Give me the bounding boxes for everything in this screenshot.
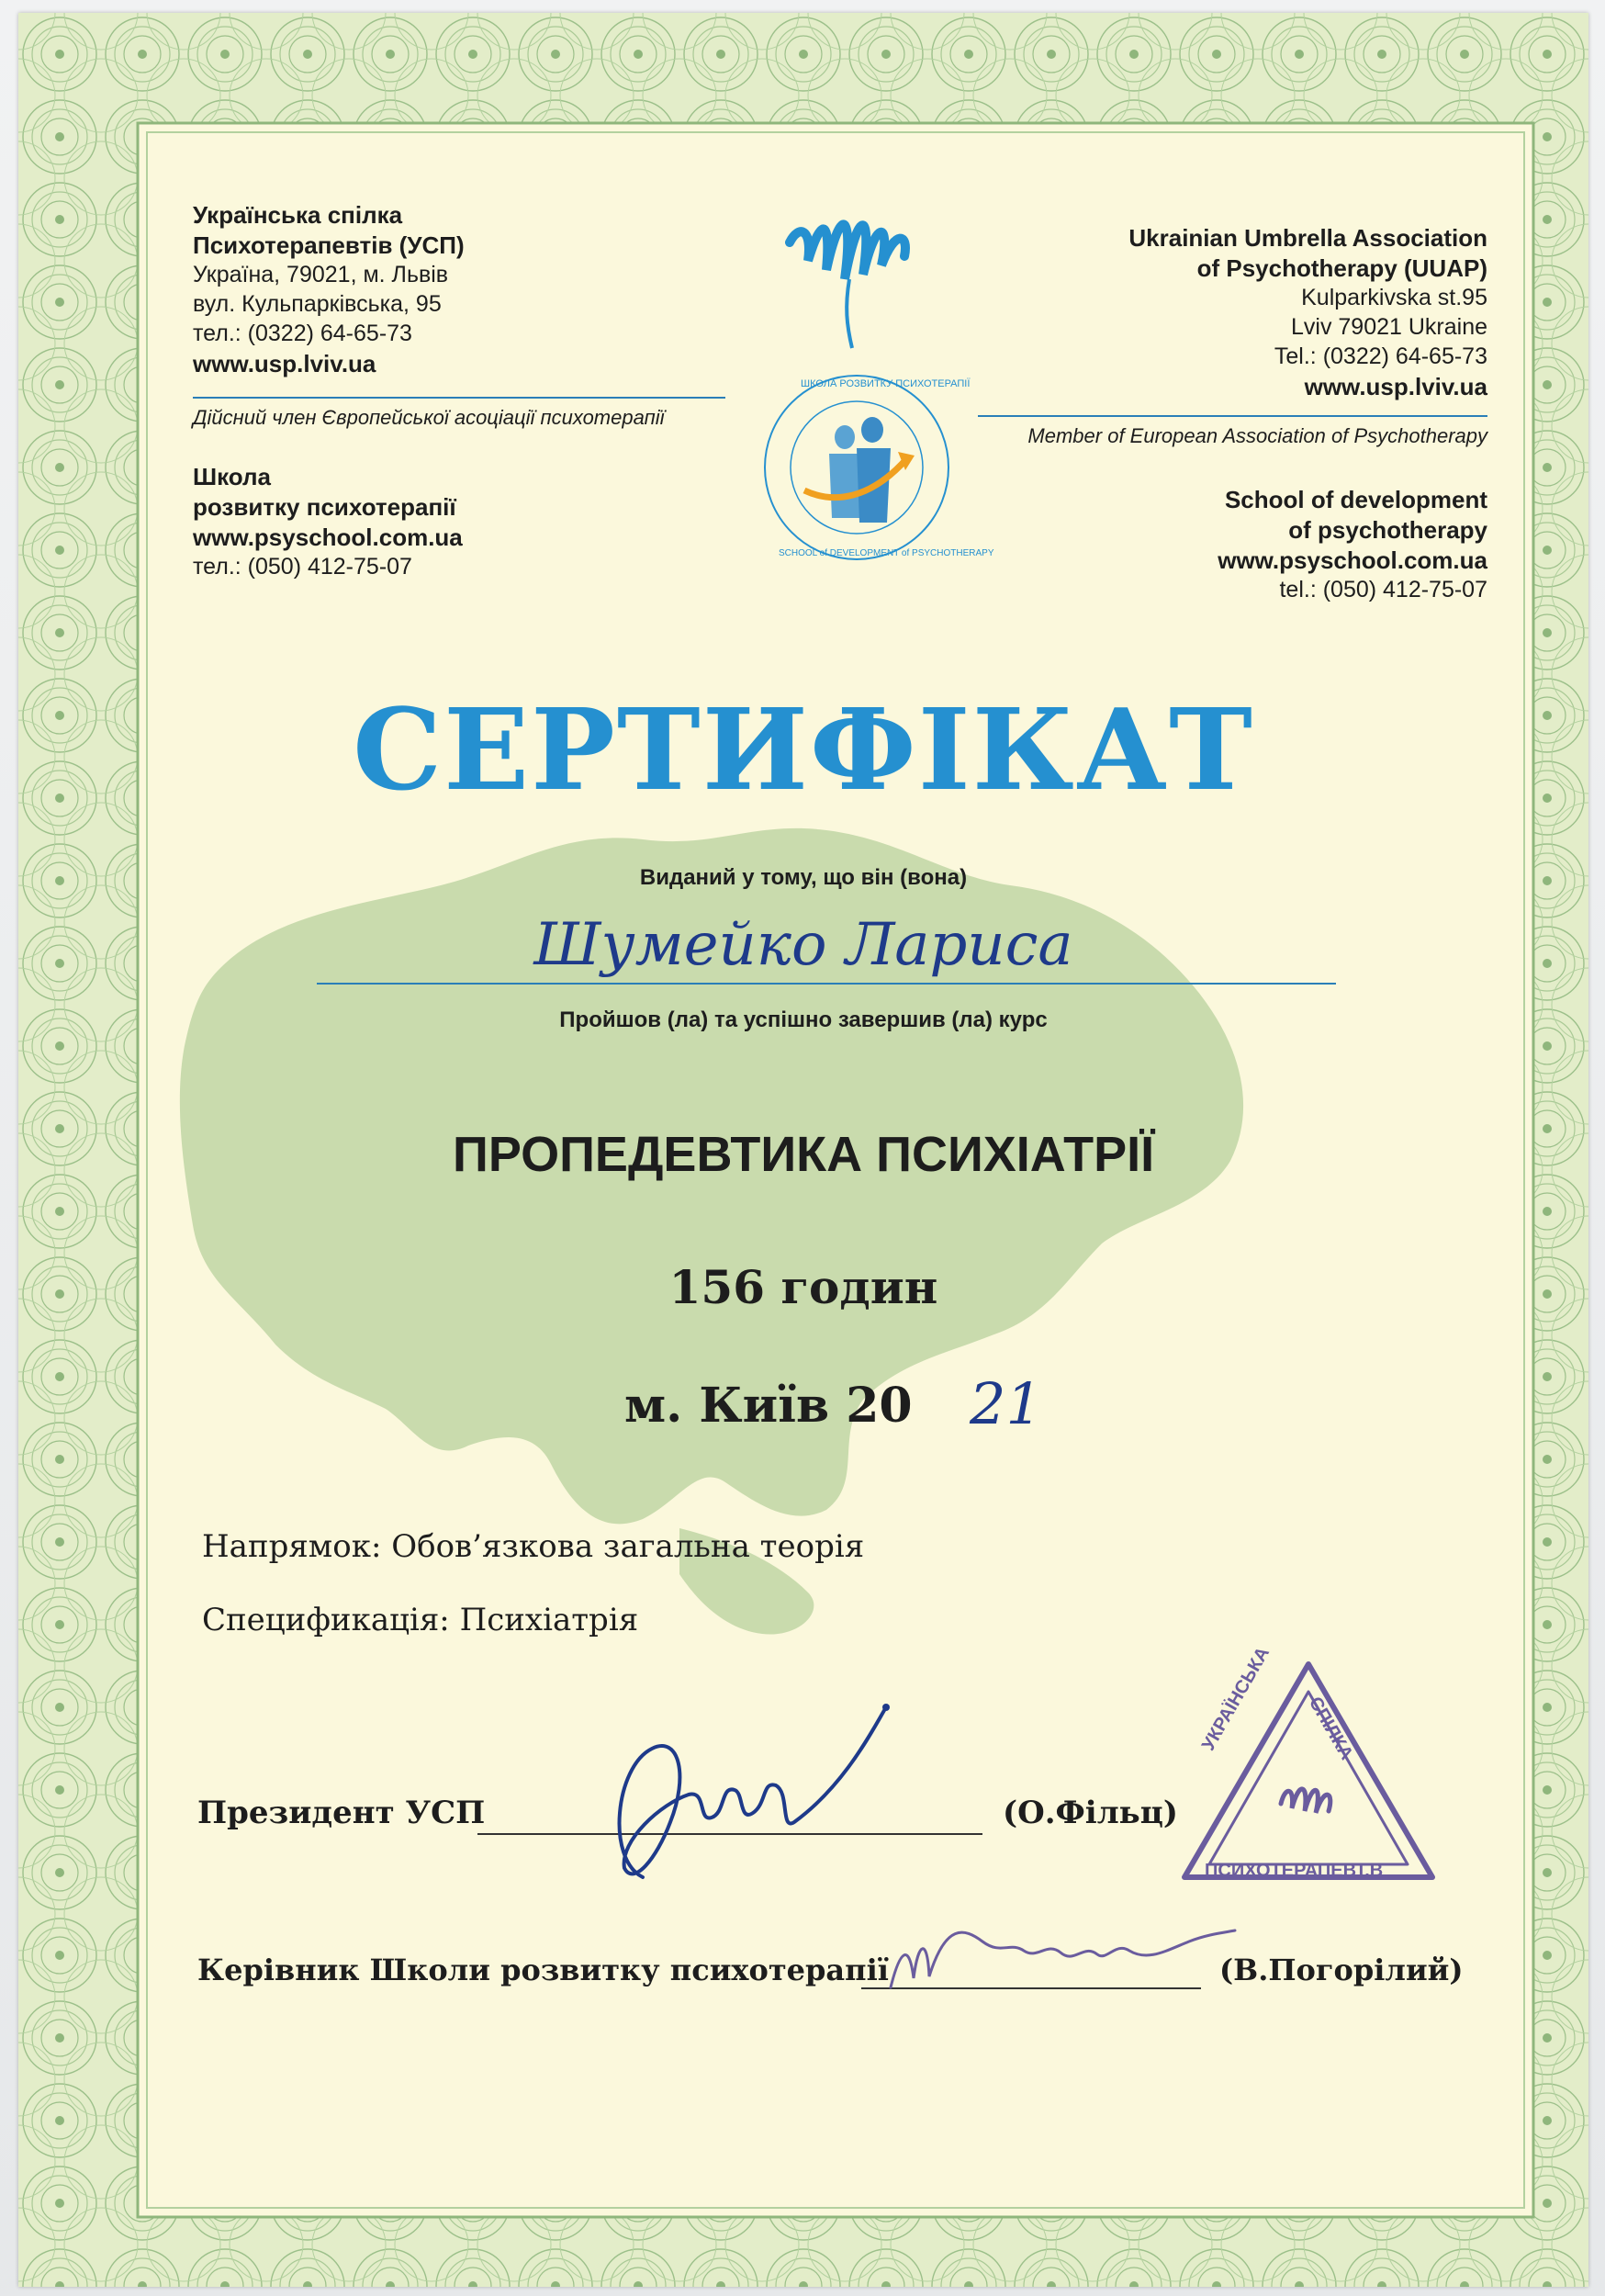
left-school-website[interactable]: www.psyschool.com.ua [193, 523, 463, 551]
left-address-line2: вул. Кульпарківська, 95 [193, 291, 442, 317]
course-hours: 156 годин [668, 1260, 938, 1314]
left-org-name-line1: Українська спілка [193, 201, 403, 229]
head-label: Керівник Школи розвитку психотерапії [197, 1953, 889, 1987]
right-phone: Tel.: (0322) 64-65-73 [1274, 343, 1487, 369]
stamp-text-right: СПІЛКА [1304, 1694, 1357, 1764]
president-name: (О.Фільц) [1003, 1795, 1178, 1831]
left-school-line2: розвитку психотерапії [193, 493, 456, 521]
left-header-rule [193, 397, 725, 399]
right-header-rule [978, 415, 1487, 417]
direction-text: Напрямок: Обов’язкова загальна теорія [202, 1528, 865, 1565]
right-school-line2: of psychotherapy [1288, 516, 1487, 544]
right-website[interactable]: www.usp.lviv.ua [1304, 373, 1487, 400]
right-address-line1: Kulparkivska st.95 [1301, 285, 1487, 310]
left-school-line1: Школа [193, 463, 272, 490]
left-phone: тел.: (0322) 64-65-73 [193, 321, 412, 346]
school-logo-ring-bottom: SCHOOL of DEVELOPMENT of PSYCHOTHERAPY [779, 548, 994, 558]
usp-brush-logo [771, 187, 937, 353]
stamp-text-left: УКРАЇНСЬКА [1198, 1643, 1274, 1754]
left-member-text: Дійсний член Європейської асоціації психотерапії [193, 406, 665, 429]
issued-to-label: Виданий у тому, що він (вона) [639, 865, 968, 890]
left-website[interactable]: www.usp.lviv.ua [193, 350, 376, 377]
president-signature [569, 1694, 900, 1914]
certificate-paper [18, 13, 1588, 2287]
right-org-name-line2: of Psychotherapy (UUAP) [1196, 254, 1487, 282]
school-logo-ring-top: ШКОЛА РОЗВИТКУ ПСИХОТЕРАПІЇ [801, 378, 971, 389]
head-name: (В.Погорілий) [1219, 1953, 1464, 1987]
right-school-phone: tel.: (050) 412-75-07 [1279, 577, 1487, 602]
head-signature [872, 1886, 1240, 2006]
left-org-name-line2: Психотерапевтів (УСП) [193, 231, 465, 259]
year-handwritten: 21 [970, 1370, 1042, 1437]
right-school-line1: School of development [1224, 486, 1487, 513]
school-round-logo [760, 371, 953, 564]
certificate-title: СЕРТИФІКАТ [353, 683, 1254, 816]
president-label: Президент УСП [197, 1795, 486, 1831]
completed-course-label: Пройшов (ла) та успішно завершив (ла) курс [559, 1007, 1048, 1032]
right-org-name-line1: Ukrainian Umbrella Association [1128, 224, 1487, 252]
stamp-text-bottom: ПСИХОТЕРАПЕВТ.В [1205, 1861, 1384, 1881]
course-name: ПРОПЕДЕВТИКА ПСИХІАТРІЇ [453, 1127, 1154, 1182]
recipient-name-line [317, 983, 1336, 985]
city-year: м. Київ 20 [624, 1378, 913, 1434]
specialization-text: Спецификація: Психіатрія [202, 1602, 639, 1638]
right-school-website[interactable]: www.psyschool.com.ua [1218, 546, 1487, 574]
left-school-phone: тел.: (050) 412-75-07 [193, 554, 412, 580]
recipient-name: Шумейко Лариса [533, 911, 1073, 979]
left-address-line1: Україна, 79021, м. Львів [193, 262, 449, 287]
right-member-text: Member of European Association of Psychotherapy [1027, 424, 1487, 447]
right-address-line2: Lviv 79021 Ukraine [1290, 314, 1487, 340]
